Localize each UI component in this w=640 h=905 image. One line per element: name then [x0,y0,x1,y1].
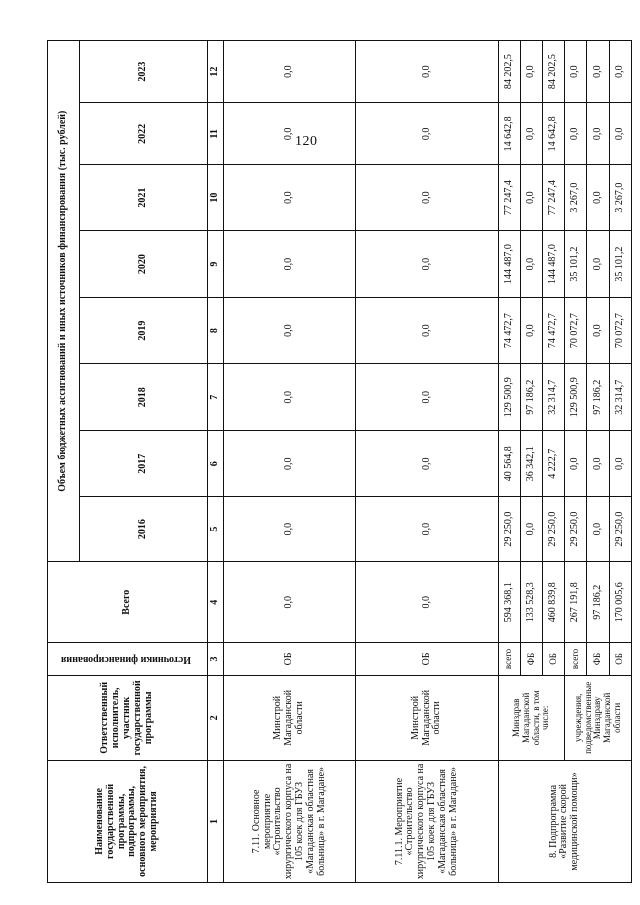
row-value: 0,0 [356,230,499,298]
subprogram-executor-a: Минздрав Магаданской области, в том числе: [498,675,565,760]
row-value: 3 267,0 [609,165,631,230]
row-value: 0,0 [587,298,609,363]
row-value: 0,0 [356,562,499,643]
row-value: 0,0 [356,41,499,103]
row-value: 0,0 [565,103,587,165]
row-source: ФБ [587,643,609,676]
row-value: 0,0 [520,103,542,165]
row-value: 70 072,7 [609,298,631,363]
row-value: 36 342,1 [520,431,542,496]
row-value: 0,0 [587,41,609,103]
row-value: 70 072,7 [565,298,587,363]
row-value: 460 839,8 [543,562,565,643]
row-value: 0,0 [356,363,499,431]
row-executor: Минстрой Магаданской области [356,675,499,760]
row-value: 0,0 [224,230,356,298]
row-value: 35 101,2 [565,230,587,298]
rotated-table-container [47,40,632,883]
row-value: 0,0 [520,165,542,230]
col-number: 9 [207,230,223,298]
row-source: всего [498,643,520,676]
header-year: 2017 [79,431,207,496]
col-number: 8 [207,298,223,363]
row-value: 170 005,6 [609,562,631,643]
header-name: Наименование государственной программы, подпрограммы, основного мероприятия, мероприятия [48,760,208,882]
row-value: 97 186,2 [587,562,609,643]
row-value: 0,0 [609,103,631,165]
row-value: 0,0 [224,103,356,165]
col-number: 12 [207,41,223,103]
row-value: 0,0 [356,298,499,363]
row-name: 7.11.1. Мероприятие «Строительство хирургического корпуса на 105 коек для ГБУЗ «Магаданская областная больница» в г. Магадане» [356,760,499,882]
row-value: 97 186,2 [520,363,542,431]
page-number: 120 [295,134,318,149]
row-value: 84 202,5 [543,41,565,103]
col-number: 3 [207,643,223,676]
row-value: 0,0 [224,165,356,230]
row-value: 0,0 [224,562,356,643]
col-number: 10 [207,165,223,230]
row-source: ОБ [609,643,631,676]
row-value: 0,0 [587,431,609,496]
row-value: 0,0 [356,103,499,165]
row-value: 29 250,0 [565,496,587,561]
row-value: 0,0 [224,496,356,561]
header-source [48,643,208,676]
row-value: 133 528,3 [520,562,542,643]
table-row [498,41,520,883]
row-value: 0,0 [224,41,356,103]
header-year: 2022 [79,103,207,165]
row-value: 77 247,4 [498,165,520,230]
table-row [565,41,587,883]
row-value: 144 487,0 [543,230,565,298]
row-value: 0,0 [356,496,499,561]
header-total: Всего [48,562,208,643]
col-number: 11 [207,103,223,165]
header-year: 2019 [79,298,207,363]
row-value: 0,0 [520,230,542,298]
row-name: 7.11. Основное мероприятие «Строительство хирургического корпуса на 105 коек для ГБУЗ «Магаданская областная больница» в г. Магадане» [224,760,356,882]
row-value: 77 247,4 [543,165,565,230]
row-value: 0,0 [565,41,587,103]
row-value: 0,0 [609,41,631,103]
row-source: ОБ [356,643,499,676]
row-value: 29 250,0 [498,496,520,561]
col-number: 1 [207,760,223,882]
row-value: 35 101,2 [609,230,631,298]
row-value: 29 250,0 [543,496,565,561]
row-value: 0,0 [587,230,609,298]
row-source: ФБ [520,643,542,676]
row-value: 0,0 [587,165,609,230]
row-source: ОБ [543,643,565,676]
col-number: 4 [207,562,223,643]
row-value: 0,0 [224,298,356,363]
row-value: 14 642,8 [498,103,520,165]
col-number: 2 [207,675,223,760]
row-value: 144 487,0 [498,230,520,298]
table-row [356,41,499,883]
subprogram-name: 8. Подпрограмма «Развитие скорой медицинской помощи» [498,760,631,882]
header-executor: Ответственный исполнитель, участник государственной программы [48,675,208,760]
row-value: 3 267,0 [565,165,587,230]
header-funding-group: Объем бюджетных ассигнований и иных источников финансирования (тыс. рублей) [48,41,80,562]
header-year: 2021 [79,165,207,230]
row-value: 74 472,7 [543,298,565,363]
row-value: 29 250,0 [609,496,631,561]
row-value: 32 314,7 [543,363,565,431]
row-value: 0,0 [565,431,587,496]
row-value: 0,0 [224,431,356,496]
row-value: 97 186,2 [587,363,609,431]
row-value: 0,0 [609,431,631,496]
row-value: 0,0 [520,41,542,103]
row-value: 0,0 [356,165,499,230]
header-year: 2018 [79,363,207,431]
row-value: 32 314,7 [609,363,631,431]
table-row [224,41,356,883]
row-value: 84 202,5 [498,41,520,103]
header-year: 2023 [79,41,207,103]
row-value: 74 472,7 [498,298,520,363]
row-value: 0,0 [520,298,542,363]
header-year: 2016 [79,496,207,561]
row-executor: Минстрой Магаданской области [224,675,356,760]
row-value: 0,0 [587,103,609,165]
header-year: 2020 [79,230,207,298]
col-number: 5 [207,496,223,561]
row-value: 4 222,7 [543,431,565,496]
row-source: всего [565,643,587,676]
funding-table [47,40,632,883]
row-value: 14 642,8 [543,103,565,165]
col-number: 7 [207,363,223,431]
row-value: 40 564,8 [498,431,520,496]
row-value: 0,0 [224,363,356,431]
col-number: 6 [207,431,223,496]
row-value: 267 191,8 [565,562,587,643]
row-value: 129 500,9 [565,363,587,431]
row-value: 0,0 [587,496,609,561]
row-value: 129 500,9 [498,363,520,431]
row-source: ОБ [224,643,356,676]
row-value: 0,0 [520,496,542,561]
subprogram-executor-b: учреждения, подведомственные Минздраву Магаданской области [565,675,632,760]
row-value: 0,0 [356,431,499,496]
row-value: 594 368,1 [498,562,520,643]
header-source-text: Источники финансирования [60,654,191,666]
